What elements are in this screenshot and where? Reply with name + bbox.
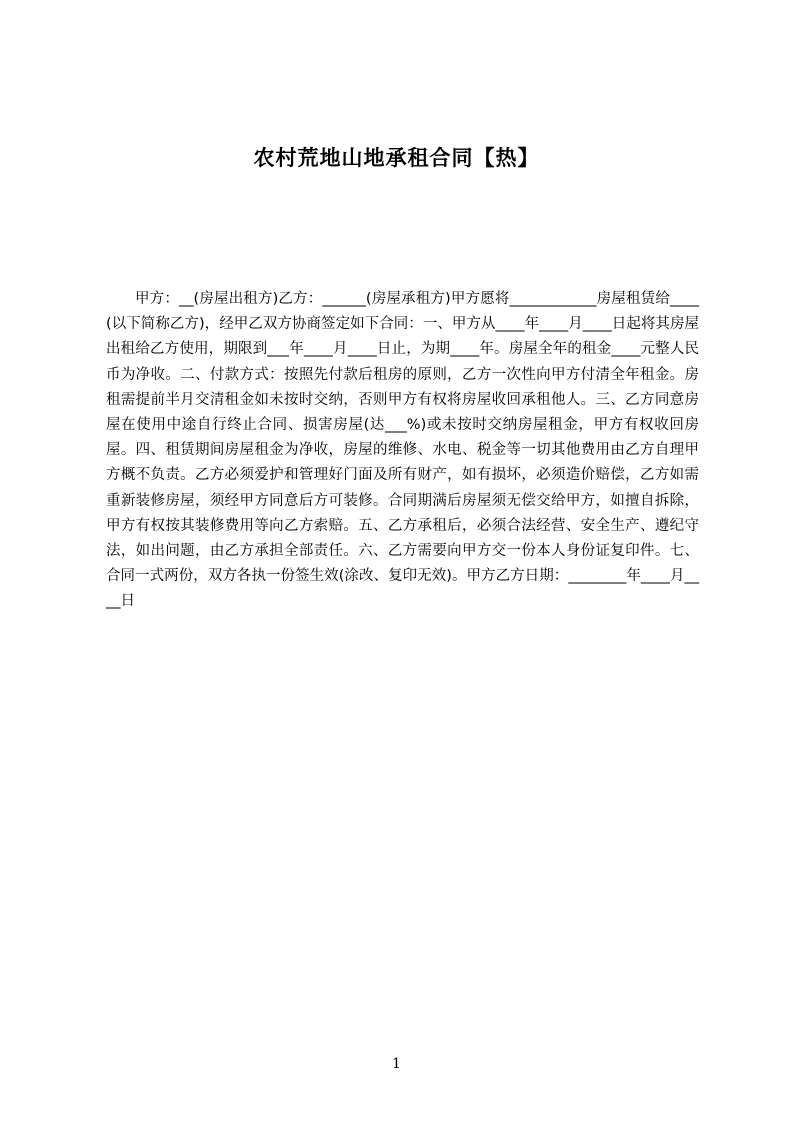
document-title: 农村荒地山地承租合同【热】 — [253, 146, 540, 170]
contract-body: 甲方：__(房屋出租方)乙方：______(房屋承租方)甲方愿将____________房屋租赁给____(以下简称乙方)，经甲乙双方协商签定如下合同：一、甲方从____年____月____日起将其房屋出租给乙方使用，期限到___年____月____日止，为期____年。房屋全年的租金____元整人民币为净收。二、付款方式：按照先付款后租房的原则，乙方一次性向甲方付清全年租金。房租需提前半月交清租金如未按时交纳，否则甲方有权将房屋收回承租他人。三、乙方同意房屋在使用中途自行终止合同、损害房屋(达___%)或未按时交纳房屋租金，甲方有权收回房屋。四、租赁期间房屋租金为净收，房屋的维修、水电、税金等一切其他费用由乙方自理甲方概不负责。乙方必须爱护和管理好门面及所有财产，如有损坏，必须造价赔偿，乙方如需重新装修房屋，须经甲方同意后方可装修。合同期满后房屋须无偿交给甲方，如擅自拆除，甲方有权按其装修费用等向乙方索赔。五、乙方承租后，必须合法经营、安全生产、遵纪守法，如出问题，由乙方承担全部责任。六、乙方需要向甲方交一份本人身份证复印件。七、合同一式两份，双方各执一份签生效(涂改、复印无效)。甲方乙方日期：________年____月____日 — [106, 291, 699, 610]
page-number: 1 — [392, 1056, 401, 1072]
